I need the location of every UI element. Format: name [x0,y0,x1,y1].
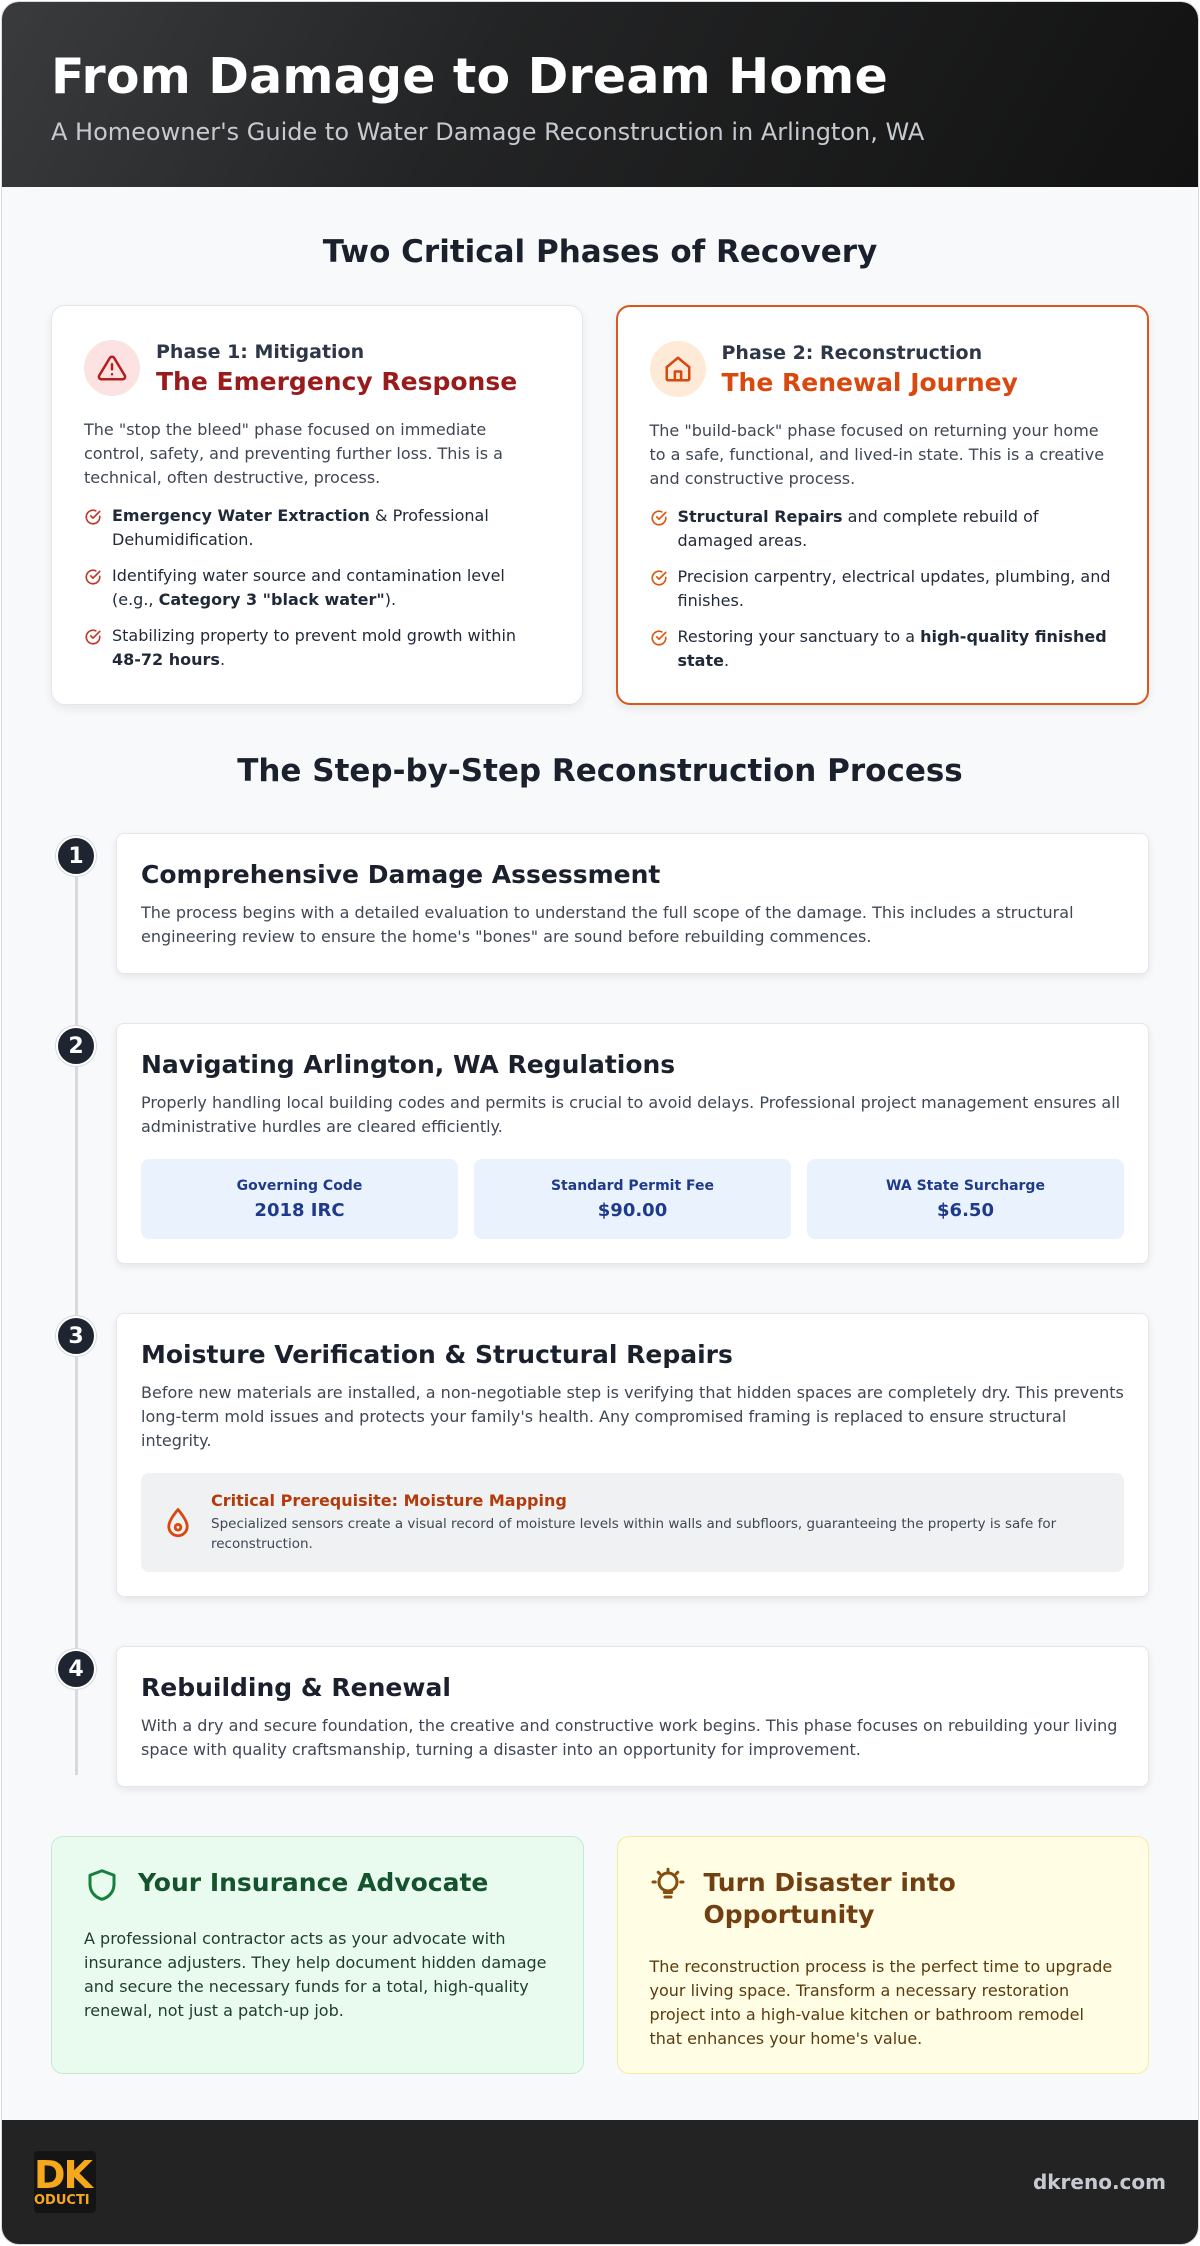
phase-1-label: Phase 1: Mitigation [156,340,365,363]
phase-2-name: The Renewal Journey [721,367,1018,397]
list-item: Emergency Water Extraction & Professional Dehumidification. [84,504,550,552]
logo-text: DK [34,2153,91,2197]
phase-1-name: The Emergency Response [156,366,518,396]
step-card [116,833,1149,974]
step-4 [51,1646,1149,1787]
step-description: With a dry and secure foundation, the creative and constructive work begins. This phase focuses on rebuilding your living space with quality craftsmanship, turning a disaster into an opportunity for improvement. [141,1716,1118,1759]
check-circle-icon [650,509,668,527]
stat-permit-fee [474,1159,791,1239]
phase-1-header [84,340,550,396]
opportunity-card-description: The reconstruction process is the perfect time to upgrade your living space. Transform a necessary restoration project into a high-value kitchen or bathroom remodel that enhances your home's value. [649,1957,1113,2048]
phases-section-title: Two Critical Phases of Recovery [322,234,878,270]
callout-description: Specialized sensors create a visual record of moisture levels within walls and subfloors, guaranteeing the property is safe for reconstruction. [211,1516,1057,1552]
step-title: Rebuilding & Renewal [141,1673,451,1702]
insurance-card-description: A professional contractor acts as your advocate with insurance adjusters. They help document hidden damage and secure the necessary funds for a total, high-quality renewal, not just a patch-up job. [84,1929,547,2020]
phase-2-label: Phase 2: Reconstruction [721,341,983,364]
website-link[interactable]: dkreno.com [1032,2170,1166,2194]
phase-1-list [84,504,550,672]
step-1 [51,833,1149,974]
step-number-badge: 1 [56,836,96,876]
step-card [116,1313,1149,1597]
check-circle-icon [650,569,668,587]
opportunity-card-title: Turn Disaster into Opportunity [703,1868,956,1929]
stat-value: $90.00 [597,1199,668,1221]
water-drop-icon [161,1506,195,1540]
page-title: From Damage to Dream Home [51,48,888,105]
opportunity-card [617,1836,1150,2074]
warning-icon [84,340,140,396]
stat-label: Governing Code [236,1177,363,1194]
phase-1-card [51,305,583,705]
step-2 [51,1023,1149,1264]
phase-2-description: The "build-back" phase focused on returning your home to a safe, functional, and lived-in state. This is a creative and constructive process. [649,421,1105,488]
logo-subtext: ODUCTI [34,2193,90,2208]
insurance-card-title: Your Insurance Advocate [138,1868,489,1897]
step-description: Before new materials are installed, a non-negotiable step is verifying that hidden spaces are completely dry. This prevents long-term mold issues and protects your family's health. Any compromised framing is replaced to ensure structural integrity. [141,1383,1124,1450]
list-item: Stabilizing property to prevent mold growth within 48-72 hours. [84,624,550,672]
list-item: Restoring your sanctuary to a high-quality finished state. [650,625,1116,673]
stat-label: WA State Surcharge [886,1177,1045,1194]
steps-section-title: The Step-by-Step Reconstruction Process [237,753,963,789]
callout-title: Critical Prerequisite: Moisture Mapping [211,1491,567,1510]
page-header [2,2,1198,187]
list-item: Identifying water source and contamination level (e.g., Category 3 "black water"). [84,564,550,612]
check-circle-icon [84,628,102,646]
page-footer [2,2120,1198,2244]
page-subtitle: A Homeowner's Guide to Water Damage Reconstruction in Arlington, WA [51,117,925,146]
list-item: Structural Repairs and complete rebuild of damaged areas. [650,505,1116,553]
regulation-stats [141,1159,1124,1239]
step-number-badge: 3 [56,1316,96,1356]
stat-state-surcharge [807,1159,1124,1239]
stat-label: Standard Permit Fee [550,1177,715,1194]
step-title: Moisture Verification & Structural Repairs [141,1340,733,1369]
steps-timeline [2,833,1198,1787]
step-description: Properly handling local building codes and permits is crucial to avoid delays. Professional project management ensures all administrative hurdles are cleared efficiently. [141,1093,1121,1136]
shield-icon [84,1867,120,1903]
list-item: Precision carpentry, electrical updates, plumbing, and finishes. [650,565,1116,613]
phase-2-list [650,505,1116,673]
check-circle-icon [84,508,102,526]
lightbulb-icon [650,1867,686,1903]
page-frame [1,1,1199,2245]
phases-row [2,305,1198,705]
step-number-badge: 4 [56,1649,96,1689]
phase-2-card [616,305,1150,705]
check-circle-icon [650,629,668,647]
company-logo[interactable] [34,2151,96,2213]
phase-1-description: The "stop the bleed" phase focused on immediate control, safety, and preventing further loss. This is a technical, often destructive, process. [84,420,503,487]
bottom-cards [2,1836,1198,2074]
step-3 [51,1313,1149,1597]
step-description: The process begins with a detailed evaluation to understand the full scope of the damage. This includes a structural engineering review to ensure the home's "bones" are sound before rebuilding commences. [141,903,1074,946]
moisture-callout [141,1473,1124,1572]
stat-governing-code [141,1159,458,1239]
step-title: Comprehensive Damage Assessment [141,860,661,889]
house-icon [650,341,706,397]
step-card [116,1023,1149,1264]
insurance-advocate-card [51,1836,584,2074]
stat-value: $6.50 [937,1199,994,1221]
step-number-badge: 2 [56,1026,96,1066]
stat-value: 2018 IRC [254,1199,345,1221]
step-title: Navigating Arlington, WA Regulations [141,1050,676,1079]
step-card [116,1646,1149,1787]
check-circle-icon [84,568,102,586]
phase-2-header [650,341,1116,397]
